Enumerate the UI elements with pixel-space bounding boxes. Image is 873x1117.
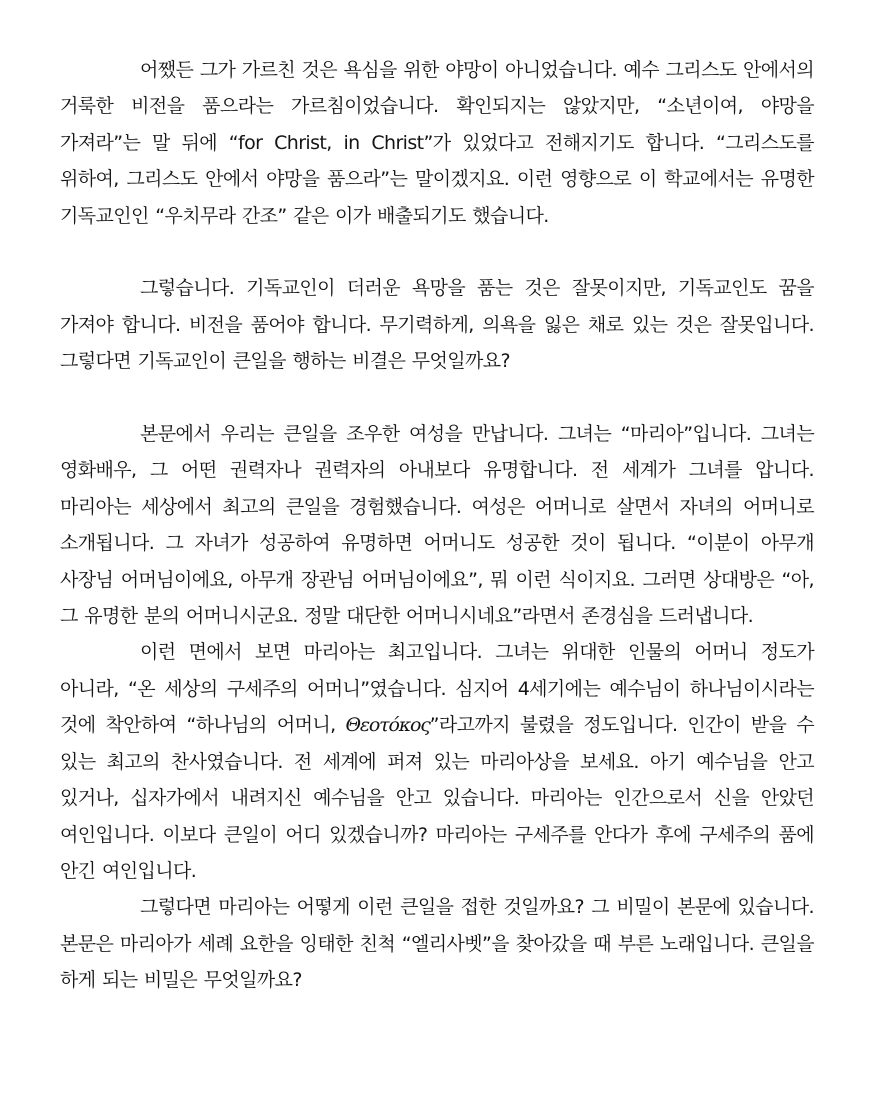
paragraph-secret: 그렇다면 마리아는 어떻게 이런 큰일을 접한 것일까요? 그 비밀이 본문에 있습니다. 본문은 마리아가 세례 요한을 잉태한 친척 “엘리사벳”을 찾아갔을 때 부른 노래입니다. 큰일을 하게 되는 비밀은 무엇일까요? [60,896,814,992]
paragraph-spacer [60,234,814,270]
greek-word-theotokos: Θεοτόκος [345,714,430,737]
paragraph-text-before: 이런 면에서 보면 마리아는 최고입니다. 그녀는 위대한 인물의 어머니 정도가 아니라, “온 세상의 구세주의 어머니”였습니다. 심지어 4세기에는 예수님이 하나님이시라는 것에 착안하여 “하나님의 어머니, [60,641,814,737]
document-body [60,52,814,999]
paragraph-spacer [60,380,814,416]
paragraph-ambition: 어쨌든 그가 가르친 것은 욕심을 위한 야망이 아니었습니다. 예수 그리스도 안에서의 거룩한 비전을 품으라는 가르침이었습니다. 확인되지는 않았지만, “소년이여, 야망을 가져라”는 말 뒤에 “for Christ, in Christ”가 있었다고 전해지기도 합니다. “그리스도를 위하여, 그리스도 안에서 야망을 품으라”는 말이겠지요. 이런 영향으로 이 학교에서는 유명한 기독교인인 “우치무라 간조” 같은 이가 배출되기도 했습니다. [60,59,814,227]
paragraph-mary-greatest [60,634,814,889]
paragraph-text-after: ”라고까지 불렸을 정도입니다. 인간이 받을 수 있는 최고의 찬사였습니다. 전 세계에 퍼져 있는 마리아상을 보세요. 아기 예수님을 안고 있거나, 십자가에서 내려지신 예수님을 안고 있습니다. 마리아는 인간으로서 신을 안았던 여인입니다. 이보다 큰일이 어디 있겠습니까? 마리아는 구세주를 안다가 후에 구세주의 품에 안긴 여인입니다. [60,714,814,882]
paragraph-mary-intro: 본문에서 우리는 큰일을 조우한 여성을 만납니다. 그녀는 “마리아”입니다. 그녀는 영화배우, 그 어떤 권력자나 권력자의 아내보다 유명합니다. 전 세계가 그녀를 압니다. 마리아는 세상에서 최고의 큰일을 경험했습니다. 여성은 어머니로 살면서 자녀의 어머니로 소개됩니다. 그 자녀가 성공하여 유명하면 어머니도 성공한 것이 됩니다. “이분이 아무개 사장님 어머님이에요, 아무개 장관님 어머님이에요”, 뭐 이런 식이지요. 그러면 상대방은 “아, 그 유명한 분의 어머니시군요. 정말 대단한 어머니시네요”라면서 존경심을 드러냅니다. [60,423,814,628]
paragraph-christian-dream: 그렇습니다. 기독교인이 더러운 욕망을 품는 것은 잘못이지만, 기독교인도 꿈을 가져야 합니다. 비전을 품어야 합니다. 무기력하게, 의욕을 잃은 채로 있는 것은 잘못입니다. 그렇다면 기독교인이 큰일을 행하는 비결은 무엇일까요? [60,277,814,373]
